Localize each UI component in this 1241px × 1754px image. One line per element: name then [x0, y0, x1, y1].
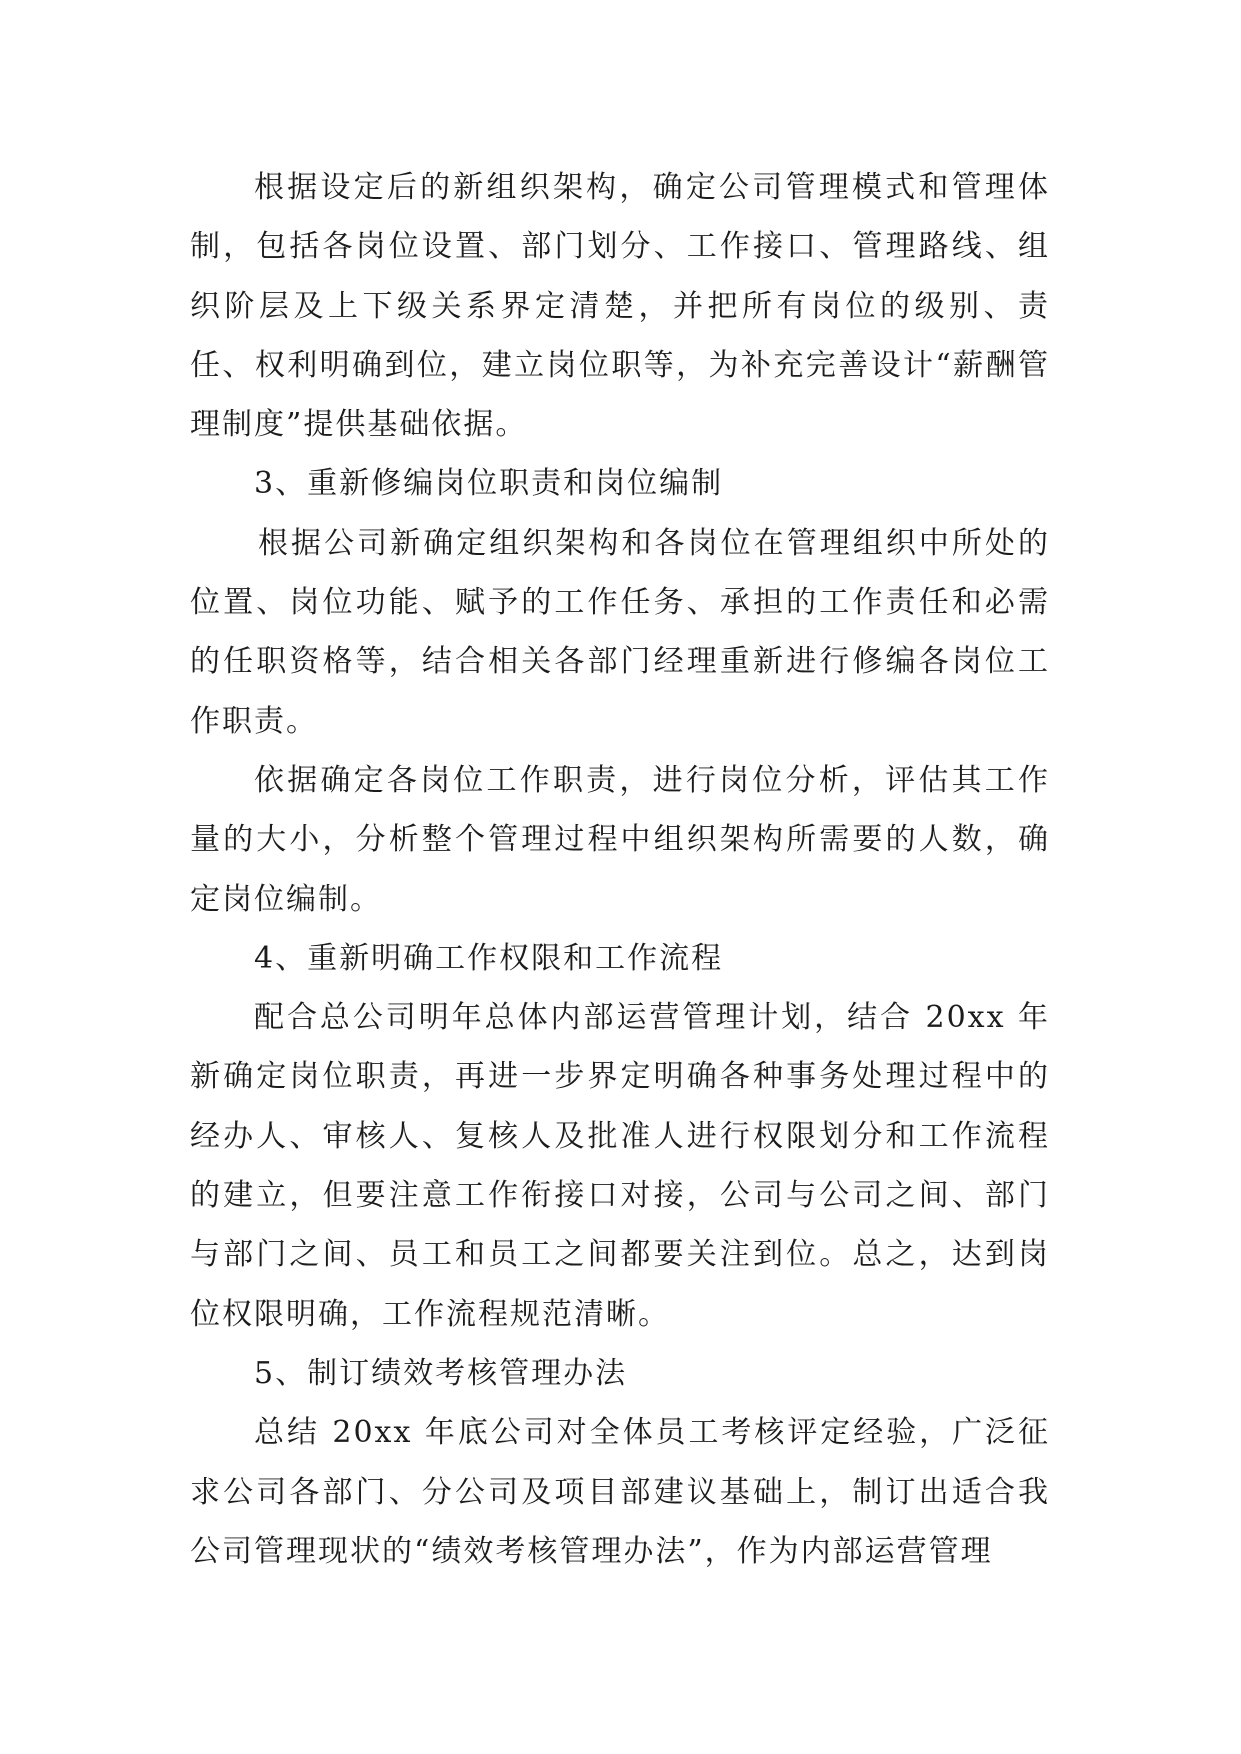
paragraph-job-duties: 根据公司新确定组织架构和各岗位在管理组织中所处的位置、岗位功能、赋予的工作任务、承担的工作责任和必需的任职资格等，结合相关各部门经理重新进行修编各岗位工作职责。	[190, 525, 1050, 739]
paragraph-job-analysis: 依据确定各岗位工作职责，进行岗位分析，评估其工作量的大小，分析整个管理过程中组织架构所需要的人数，确定岗位编制。	[190, 762, 1050, 917]
document-body	[190, 158, 1050, 1581]
section-heading-4: 4、重新明确工作权限和工作流程	[254, 940, 724, 976]
paragraph-workflow: 配合总公司明年总体内部运营管理计划，结合 20xx 年新确定岗位职责，再进一步界定明确各种事务处理过程中的经办人、审核人、复核人及批准人进行权限划分和工作流程的建立，但要注意工作衔接口对接，公司与公司之间、部门与部门之间、员工和员工之间都要关注到位。总之，达到岗位权限明确，工作流程规范清晰。	[190, 1000, 1050, 1332]
section-heading-5: 5、制订绩效考核管理办法	[254, 1355, 628, 1391]
paragraph-performance: 总结 20xx 年底公司对全体员工考核评定经验，广泛征求公司各部门、分公司及项目部建议基础上，制订出适合我公司管理现状的“绩效考核管理办法”，作为内部运营管理	[190, 1415, 1050, 1569]
section-heading-3: 3、重新修编岗位职责和岗位编制	[254, 466, 724, 502]
paragraph-org-structure: 根据设定后的新组织架构，确定公司管理模式和管理体制，包括各岗位设置、部门划分、工作接口、管理路线、组织阶层及上下级关系界定清楚，并把所有岗位的级别、责任、权利明确到位，建立岗位职等，为补充完善设计“薪酬管理制度”提供基础依据。	[190, 170, 1050, 443]
